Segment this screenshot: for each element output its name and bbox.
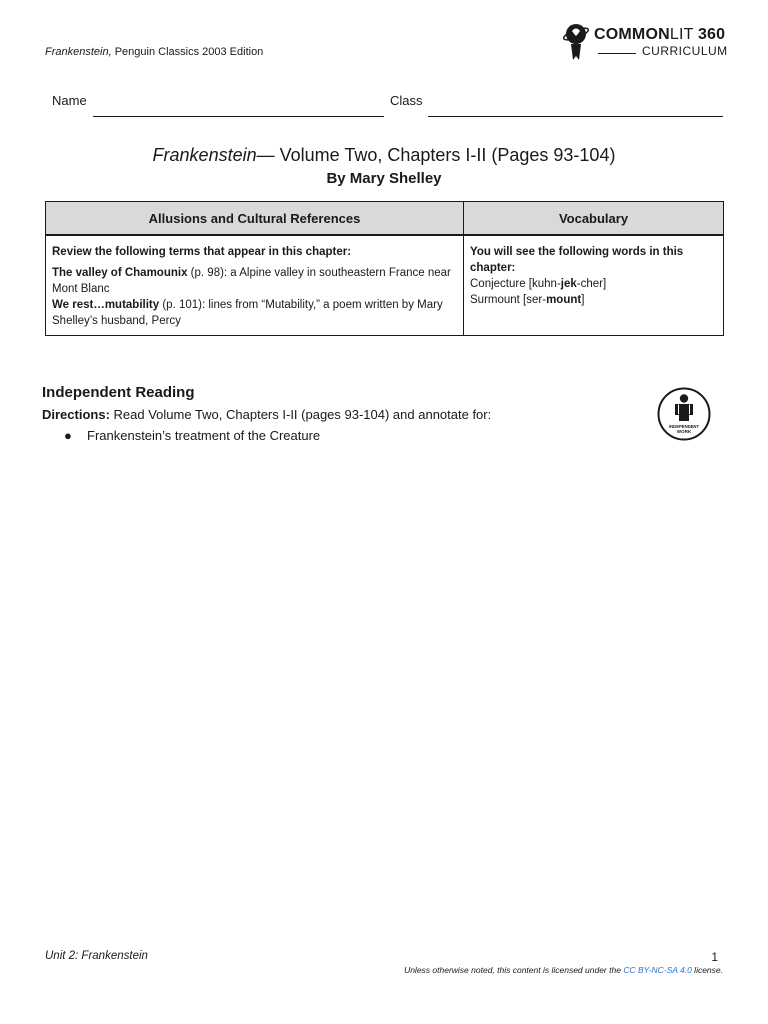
name-field[interactable] [93, 116, 384, 117]
allusion-item: The valley of Chamounix (p. 98): a Alpine valley in southeastern France near Mont Blanc [52, 267, 451, 295]
allusions-intro: Review the following terms that appear in this chapter: [52, 246, 352, 258]
class-label: Class [390, 93, 423, 108]
independent-work-person-icon [657, 387, 711, 441]
page-number: 1 [711, 950, 718, 964]
class-field[interactable] [428, 116, 723, 117]
badge-label-line1: INDEPENDENT [668, 424, 700, 429]
vocab-item: Surmount [ser-mount] [470, 294, 585, 306]
logo-wordmark: COMMONLIT 360 [594, 26, 726, 43]
unit-label: Unit 2: Frankenstein [45, 950, 148, 962]
author-line: By Mary Shelley [326, 170, 442, 187]
references-table [45, 201, 724, 336]
source-edition: Frankenstein, Penguin Classics 2003 Edition [45, 46, 264, 58]
directions: Directions: Read Volume Two, Chapters I-II (pages 93-104) and annotate for: [42, 407, 492, 422]
annotation-bullet: ● Frankenstein’s treatment of the Creature [64, 428, 321, 443]
commonlit-logo [562, 22, 732, 64]
vocabulary-intro: You will see the following words in this chapter: [470, 246, 684, 274]
license-link[interactable]: CC BY-NC-SA 4.0 [623, 965, 692, 975]
vocabulary-header: Vocabulary [464, 202, 724, 236]
section-title: Independent Reading [42, 384, 195, 401]
allusions-header: Allusions and Cultural References [46, 202, 464, 236]
vocabulary-cell [464, 235, 724, 336]
page-title: Frankenstein— Volume Two, Chapters I-II (Pages 93-104) [152, 145, 616, 165]
name-label: Name [52, 93, 87, 108]
badge-label-line2: WORK [676, 429, 692, 434]
license-notice: Unless otherwise noted, this content is licensed under the CC BY-NC-SA 4.0 license. [404, 965, 723, 975]
lit-torch-logo-icon [562, 22, 592, 62]
allusions-cell [46, 235, 464, 336]
vocab-item: Conjecture [kuhn-jek-cher] [470, 278, 607, 290]
logo-divider [598, 53, 636, 54]
allusion-item: We rest…mutability (p. 101): lines from “Mutability,” a poem written by Mary Shelley’s husband, Percy [52, 299, 443, 327]
logo-subtitle: CURRICULUM [642, 44, 728, 58]
